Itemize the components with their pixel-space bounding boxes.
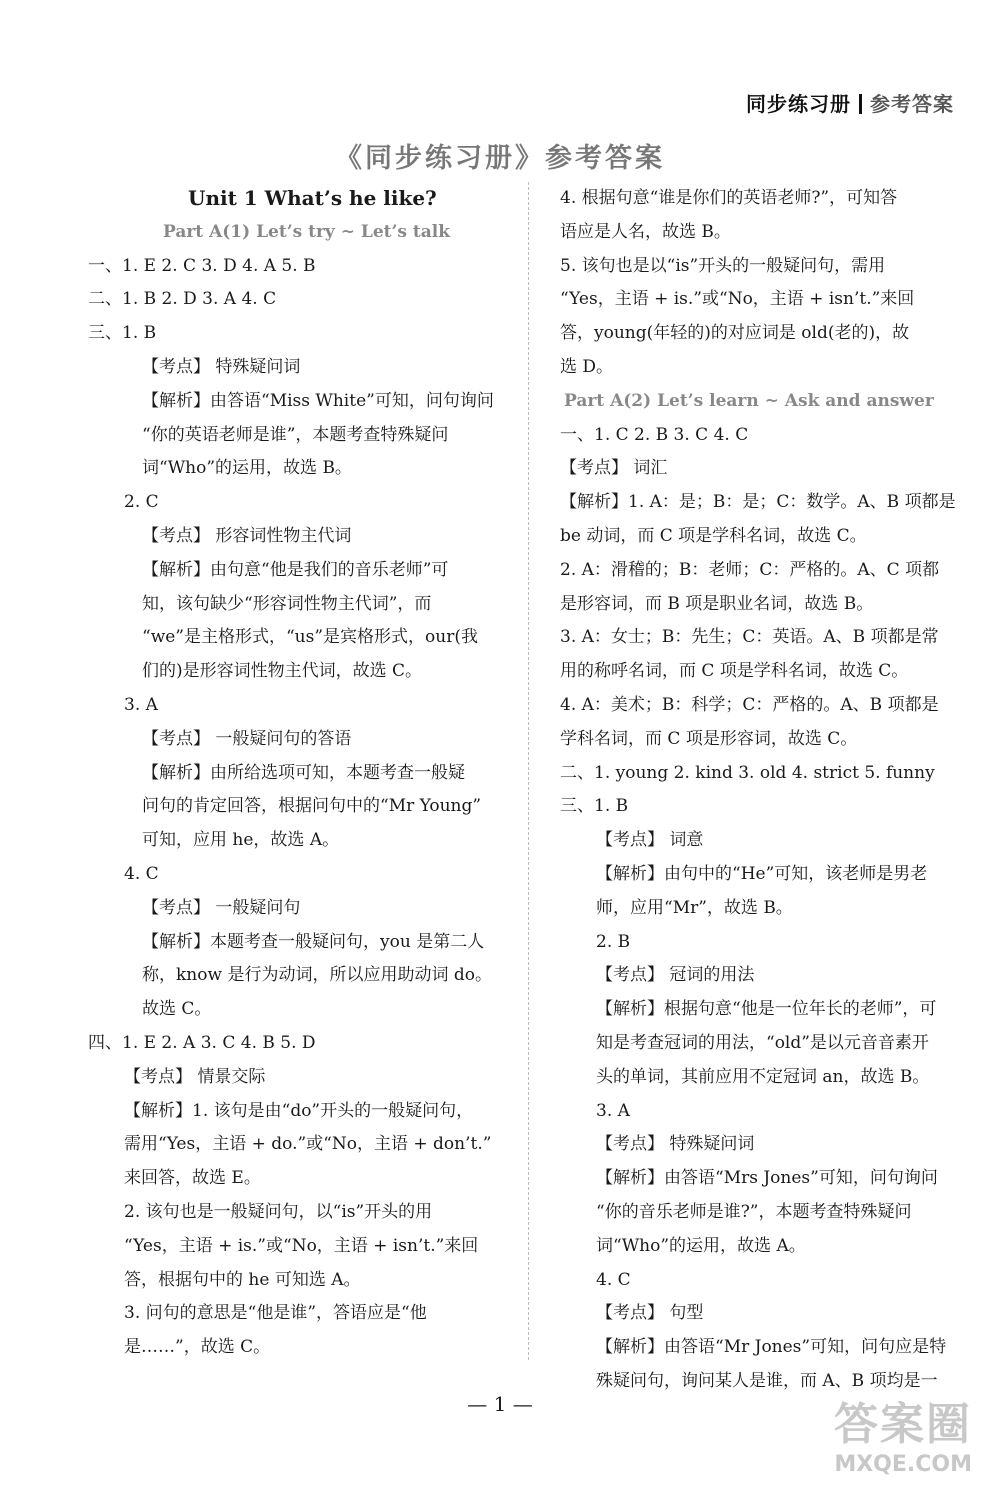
answer-line: 师，应用“Mr”，故选 B。	[596, 897, 793, 918]
right-column	[560, 182, 960, 1399]
answer-line: 头的单词，其前应用不定冠词 an，故选 B。	[596, 1066, 930, 1087]
answer-line: 【解析】由句意“他是我们的音乐老师”可	[142, 559, 449, 580]
answer-line: 故选 C。	[142, 999, 212, 1020]
answer-line: 【考点】 情景交际	[124, 1066, 266, 1087]
answer-line: “你的英语老师是谁”，本题考查特殊疑问	[142, 424, 449, 445]
page-title: 《同步练习册》参考答案	[335, 143, 665, 174]
answer-line: 4. C	[124, 863, 159, 884]
answer-line: 选 D。	[560, 356, 614, 377]
answer-line: “Yes，主语 + is.”或“No，主语 + isn’t.”来回	[124, 1235, 479, 1256]
answer-line: 【解析】由答语“Mrs Jones”可知，问句询问	[596, 1168, 938, 1189]
answer-line: “we”是主格形式，“us”是宾格形式，our(我	[142, 627, 478, 648]
answer-line: 【考点】 句型	[596, 1303, 704, 1324]
answer-line: 4. 根据句意“谁是你们的英语老师?”，可知答	[560, 188, 898, 208]
answer-line: “你的音乐老师是谁?”，本题考查特殊疑问	[596, 1201, 912, 1222]
answer-line: 2. 该句也是一般疑问句，以“is”开头的用	[124, 1201, 433, 1222]
answer-line: 3. 问句的意思是“他是谁”，答语应是“他	[124, 1303, 427, 1324]
answer-line: 【解析】根据句意“他是一位年长的老师”，可	[596, 999, 937, 1020]
answer-line: 【解析】由所给选项可知，本题考查一般疑	[142, 762, 465, 783]
answer-line: 4. A：美术；B：科学；C：严格的。A、B 项都是	[560, 694, 939, 715]
answer-line: “Yes，主语 + is.”或“No，主语 + isn’t.”来回	[560, 289, 915, 310]
answer-line: 2. C	[124, 492, 159, 513]
answer-line: 【考点】 冠词的用法	[596, 965, 755, 986]
running-header	[746, 88, 954, 117]
answer-line: 可知，应用 he，故选 A。	[142, 830, 340, 851]
answer-line: 是形容词，而 B 项是职业名词，故选 B。	[560, 593, 874, 614]
answer-line: 来回答，故选 E。	[124, 1168, 261, 1189]
watermark-logo: 答案圈 MXQE.COM	[834, 1399, 972, 1477]
answer-line: 【解析】本题考查一般疑问句，you 是第二人	[142, 931, 485, 952]
header-section: 参考答案	[870, 92, 954, 116]
answer-line: 词“Who”的运用，故选 B。	[142, 458, 352, 479]
answer-line: 答，young(年轻的)的对应词是 old(老的)，故	[560, 323, 910, 344]
answer-line: 【解析】由句中的“He”可知，该老师是男老	[596, 863, 928, 884]
answer-line: 词“Who”的运用，故选 A。	[596, 1235, 806, 1256]
answer-line: Unit 1 What’s he like?	[188, 186, 437, 210]
answer-line: 3. A	[596, 1100, 630, 1121]
answer-line: 是……”，故选 C。	[124, 1337, 271, 1358]
answer-line: 知，该句缺少“形容词性物主代词”，而	[142, 593, 432, 614]
answer-line: 5. 该句也是以“is”开头的一般疑问句，需用	[560, 255, 886, 276]
answer-line: 【解析】1. 该句是由“do”开头的一般疑问句，	[124, 1100, 474, 1121]
answer-line: 二、1. young 2. kind 3. old 4. strict 5. funny	[560, 762, 935, 783]
answer-line: 【考点】 形容词性物主代词	[142, 525, 352, 546]
answer-line: 【考点】 特殊疑问词	[596, 1134, 755, 1155]
column-divider	[528, 182, 529, 1360]
answer-line: 语应是人名，故选 B。	[560, 221, 731, 242]
answer-line: 【考点】 词意	[596, 830, 704, 851]
answer-line: 们的)是形容词性物主代词，故选 C。	[142, 661, 423, 682]
answer-line: 【考点】 特殊疑问词	[142, 356, 301, 377]
answer-line: 2. A：滑稽的；B：老师；C：严格的。A、C 项都	[560, 559, 940, 580]
answer-line: 需用“Yes，主语 + do.”或“No，主语 + don’t.”	[124, 1134, 492, 1155]
answer-line: 二、1. B 2. D 3. A 4. C	[88, 289, 277, 310]
answer-line: 3. A：女士；B：先生；C：英语。A、B 项都是常	[560, 627, 939, 648]
answer-line: 答，根据句中的 he 可知选 A。	[124, 1269, 361, 1290]
answer-line: 三、1. B	[560, 796, 629, 817]
answer-line: 2. B	[596, 931, 631, 952]
answer-line: 知是考查冠词的用法，“old”是以元音音素开	[596, 1032, 929, 1053]
answer-line: 4. C	[596, 1269, 631, 1290]
left-column	[88, 182, 518, 1365]
answer-line: 问句的肯定回答，根据问句中的“Mr Young”	[142, 796, 482, 817]
answer-line: 【解析】1. A：是；B：是；C：数学。A、B 项都是	[560, 492, 956, 513]
answer-line: 称，know 是行为动词，所以应用助动词 do。	[142, 965, 492, 986]
answer-line: 学科名词，而 C 项是形容词，故选 C。	[560, 728, 858, 749]
answer-line: 【考点】 一般疑问句	[142, 897, 301, 918]
answer-line: Part A(1) Let’s try ~ Let’s talk	[163, 221, 451, 242]
answer-line: 一、1. E 2. C 3. D 4. A 5. B	[88, 255, 316, 276]
header-divider	[859, 94, 862, 114]
answer-line: 【考点】 词汇	[560, 458, 668, 479]
answer-line: 【解析】由答语“Mr Jones”可知，问句应是特	[596, 1337, 947, 1358]
header-book-title: 同步练习册	[746, 92, 851, 116]
answer-line: 【考点】 一般疑问句的答语	[142, 728, 352, 749]
answer-line: 三、1. B	[88, 323, 157, 344]
answer-line: be 动词，而 C 项是学科名词，故选 C。	[560, 525, 867, 546]
answer-line: Part A(2) Let’s learn ~ Ask and answer	[564, 390, 934, 411]
answer-line: 四、1. E 2. A 3. C 4. B 5. D	[88, 1032, 316, 1053]
answer-line: 3. A	[124, 694, 158, 715]
page-number: — 1 —	[467, 1392, 533, 1416]
answer-line: 殊疑问句，询问某人是谁，而 A、B 项均是一	[596, 1370, 938, 1391]
answer-line: 用的称呼名词，而 C 项是学科名词，故选 C。	[560, 661, 909, 682]
answer-line: 【解析】由答语“Miss White”可知，问句询问	[142, 390, 494, 411]
answer-line: 一、1. C 2. B 3. C 4. C	[560, 424, 749, 445]
